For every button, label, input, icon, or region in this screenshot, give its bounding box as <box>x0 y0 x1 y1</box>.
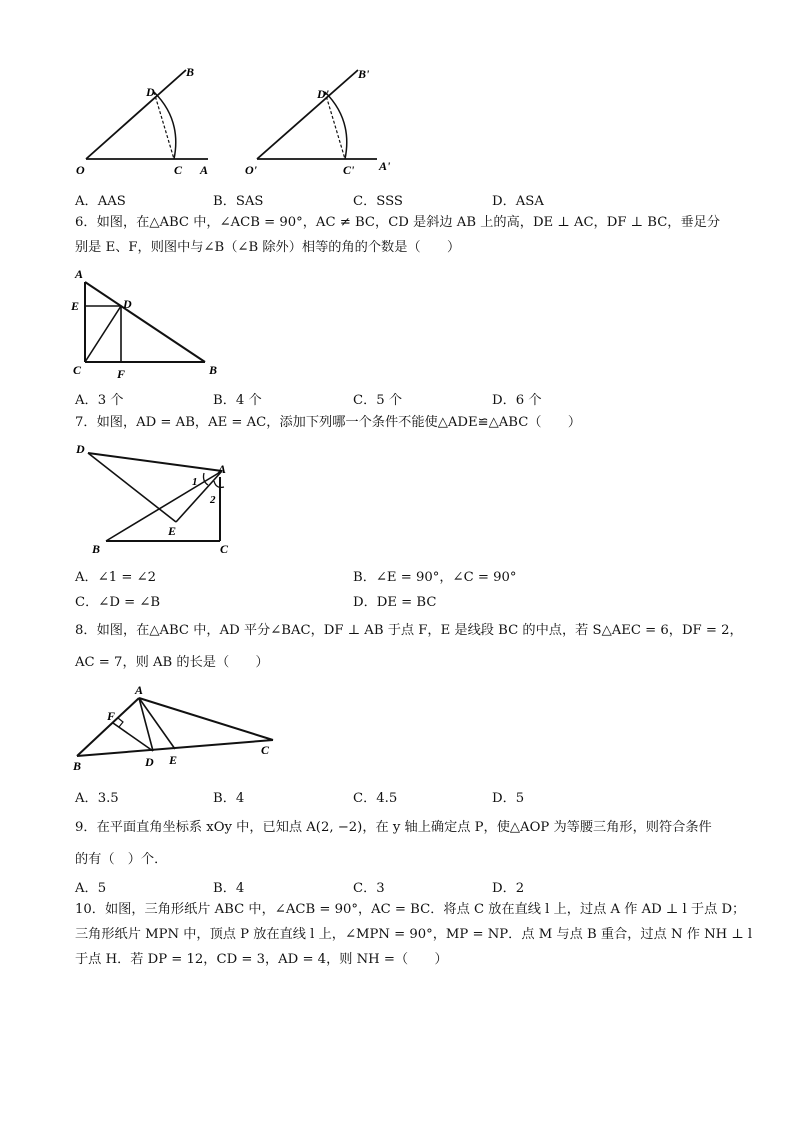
q9-text-line2: 的有（ ）个． <box>75 852 168 867</box>
q8-text-line1: 8．如图，在△ABC 中，AD 平分∠BAC，DF ⊥ AB 于点 F，E 是线段 BC 的中点，若 S△AEC = 6，DF = 2， <box>75 623 743 638</box>
q7-label-E: E <box>168 524 177 538</box>
fig2-label-B: B' <box>358 67 370 81</box>
fig2-label-O: O' <box>245 163 257 177</box>
q6-option-d[interactable]: D．6 个 <box>492 393 542 408</box>
q5-option-a[interactable]: A．AAS <box>75 194 126 209</box>
q8-option-b[interactable]: B．4 <box>213 791 245 806</box>
q6-label-C: C <box>73 363 82 377</box>
q6-option-c[interactable]: C．5 个 <box>353 393 403 408</box>
q6-figure <box>65 262 225 382</box>
q9-option-c[interactable]: C．3 <box>353 881 385 896</box>
q8-label-B: B <box>73 759 82 773</box>
q6-label-B: B <box>209 363 218 377</box>
fig2-label-A: A' <box>379 159 391 173</box>
q8-label-F: F <box>107 709 116 723</box>
q9-option-a[interactable]: A．5 <box>75 881 107 896</box>
q6-option-a[interactable]: A．3 个 <box>75 393 124 408</box>
q10-text-line3: 于点 H．若 DP = 12，CD = 3，AD = 4，则 NH =（ ） <box>75 952 448 967</box>
q7-option-c[interactable]: C．∠D = ∠B <box>75 595 161 610</box>
q7-option-d[interactable]: D．DE = BC <box>353 595 437 610</box>
q9-option-d[interactable]: D．2 <box>492 881 525 896</box>
q8-option-c[interactable]: C．4.5 <box>353 791 398 806</box>
fig2-label-C: C' <box>343 163 355 177</box>
q9-text-line1: 9．在平面直角坐标系 xOy 中，已知点 A(2, −2)，在 y 轴上确定点 P，使△AOP 为等腰三角形，则符合条件 <box>75 820 712 835</box>
q8-text-line2: AC = 7，则 AB 的长是（ ） <box>75 655 269 670</box>
q7-label-B: B <box>92 542 101 556</box>
fig2-label-D: D' <box>317 87 329 101</box>
fig1-label-D: D <box>146 85 155 99</box>
q7-option-a[interactable]: A．∠1 = ∠2 <box>75 570 157 585</box>
q7-label-C: C <box>220 542 229 556</box>
q5-option-b[interactable]: B．SAS <box>213 194 264 209</box>
q8-label-D: D <box>145 755 154 769</box>
fig1-label-O: O <box>76 163 85 177</box>
q8-label-A: A <box>135 683 144 697</box>
q6-text-line2: 别是 E、F，则图中与∠B（∠B 除外）相等的角的个数是（ ） <box>75 240 461 255</box>
q6-label-F: F <box>117 367 126 381</box>
q7-label-D: D <box>76 442 85 456</box>
q8-option-a[interactable]: A．3.5 <box>75 791 119 806</box>
q8-label-C: C <box>261 743 270 757</box>
fig1-label-B: B <box>186 65 195 79</box>
q8-figure <box>65 678 280 773</box>
q7-text-line1: 7．如图，AD = AB，AE = AC，添加下列哪一个条件不能使△ADE≌△ABC（ ） <box>75 415 582 430</box>
fig1-label-A: A <box>200 163 209 177</box>
q6-label-E: E <box>71 299 80 313</box>
q5-option-c[interactable]: C．SSS <box>353 194 403 209</box>
q7-label-1: 1 <box>192 476 198 488</box>
q7-label-2: 2 <box>210 494 216 506</box>
q6-label-D: D <box>123 297 132 311</box>
q8-label-E: E <box>169 753 178 767</box>
q8-option-d[interactable]: D．5 <box>492 791 525 806</box>
q7-figure <box>68 437 248 562</box>
q6-label-A: A <box>75 267 84 281</box>
q6-option-b[interactable]: B．4 个 <box>213 393 262 408</box>
q5-option-d[interactable]: D．ASA <box>492 194 544 209</box>
fig1-label-C: C <box>174 163 183 177</box>
q5-figure-1 <box>70 62 220 182</box>
q6-text-line1: 6．如图，在△ABC 中，∠ACB = 90°，AC ≠ BC，CD 是斜边 AB 上的高，DE ⊥ AC，DF ⊥ BC，垂足分 <box>75 215 721 230</box>
q9-option-b[interactable]: B．4 <box>213 881 245 896</box>
q10-text-line1: 10．如图，三角形纸片 ABC 中，∠ACB = 90°，AC = BC．将点 C 放在直线 l 上，过点 A 作 AD ⊥ l 于点 D； <box>75 902 746 917</box>
q10-text-line2: 三角形纸片 MPN 中，顶点 P 放在直线 l 上，∠MPN = 90°，MP = NP．点 M 与点 B 重合，过点 N 作 NH ⊥ l <box>75 927 753 942</box>
q7-option-b[interactable]: B．∠E = 90°，∠C = 90° <box>353 570 517 585</box>
q7-label-A: A <box>218 462 227 476</box>
q5-figure-2 <box>245 62 405 182</box>
